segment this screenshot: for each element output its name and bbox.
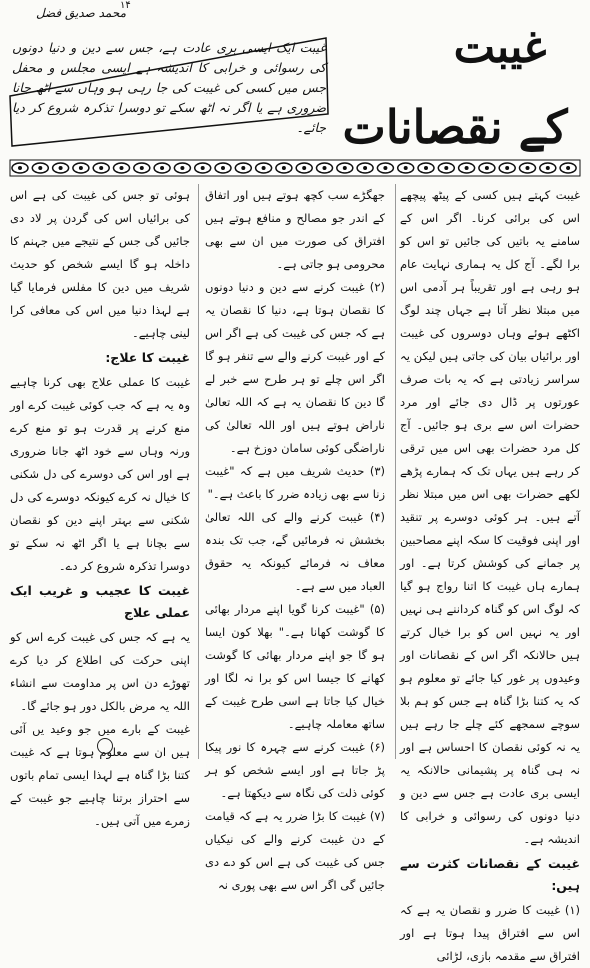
- ornament-dot: [485, 166, 489, 170]
- ornament-dot: [99, 166, 103, 170]
- ornament-dot: [566, 166, 570, 170]
- paragraph: غیبت کہتے ہیں کسی کے پیٹھ پیچھے اس کی برائی کرنا۔ اگر اس کے سامنے یہ باتیں کی جائیں تو اس کو برا لگے۔ آج کل یہ ہماری نہایت عام ہو رہی ہے اور تقریباً ہر آدمی اس میں مبتلا نظر آتا ہے جہاں چند لوگ اکٹھے ہوئے وہاں دوسروں کی غیبت اور برائیاں بیان کی جاتی ہیں لیکن یہ سراسر زیادتی ہے کہ یہ بات صرف عورتوں پر ڈال دی جائے اور مرد حضرات اس سے بری ہو جائیں۔ آج کل مرد حضرات بھی اس میں ترقی کر رہے ہیں یہاں تک کہ ہمارے پڑھے لکھے حضرات بھی اس میں مبتلا نظر آتے ہیں۔ ہر کوئی دوسرے پر تنقید اور اپنی فوقیت کا سکہ اپنے مصاحبین پر جمانے کی کوشش کرتا ہے۔ اور ہمارے ہاں غیبت کا اتنا رواج ہو گیا کہ لوگ اس کو گناہ کرداننے ہی نہیں اور یہ نہیں اس کو برا خیال کرتے ہیں حالانکہ اگر اس کے نقصانات اور وعیدوں پر غور کیا جائے تو معلوم ہو کہ یہ کتنا بڑا گناہ ہے جس کو ہم بلا سوچے سمجھے کئے چلے جا رہے ہیں یہ نہ کوئی نقصان کا احساس ہے اور نہ ہی گناہ پر پشیمانی حالانکہ یہ ایسی بری عادت ہے جس سے دین و دنیا دونوں کی رسوائی و خرابی کا اندیشہ ہے۔: [400, 188, 580, 846]
- ornament-dot: [59, 166, 63, 170]
- article-title-sub: کے نقصانات: [342, 100, 568, 154]
- ornament-dot: [18, 166, 22, 170]
- paragraph: (۳) حدیث شریف میں ہے کہ "غیبت زنا سے بھی زیادہ ضرر کا باعث ہے۔": [205, 464, 385, 501]
- column-left: [10, 184, 190, 828]
- column-divider-left: [198, 184, 199, 759]
- paragraph: یہ ہے کہ جس کی غیبت کرے اس کو اپنی حرکت کی اطلاع کر دیا کرے تھوڑے دن اس پر مداومت سے انشاء اللہ یہ مرض بالکل دور ہو جائے گا۔: [10, 630, 190, 713]
- ornament-dot: [180, 166, 184, 170]
- ornament-dot: [444, 166, 448, 170]
- paragraph: غیبت کے بارے میں جو وعید یں آئی ہیں ان سے معلوم ہوتا ہے کہ غیبت کتنا بڑا گناہ ہے لہذا ایسی تمام باتوں سے احتراز برتنا چاہیے جو غیبت کے زمرے میں آتی ہیں۔: [10, 722, 190, 828]
- ornament-dot: [363, 166, 367, 170]
- intro-box: [8, 36, 330, 148]
- ornament-dot: [201, 166, 205, 170]
- column-middle: [205, 184, 385, 892]
- ornament-dot: [302, 166, 306, 170]
- ornament-dot: [526, 166, 530, 170]
- paragraph: (۶) غیبت کرنے سے چہرہ کا نور پیکا پڑ جاتا ہے اور ایسے شخص کو ہر کوئی ذلت کی نگاہ سے دیکھتا ہے۔: [205, 740, 385, 800]
- section-heading: غیبت کا عجیب و غریب ایک عملی علاج: [10, 583, 190, 620]
- ornament-dot: [465, 166, 469, 170]
- paragraph: ہوئی تو جس کی غیبت کی ہے اس کی برائیاں اس کی گردن پر لاد دی جائیں گی جس کے نتیجے میں جہنم کا داخلہ ہو گا ایسے شخص کو حدیث شریف میں دین کا مفلس فرمایا گیا ہے لہذا دنیا میں اس کی معافی کرا لینی چاہیے۔: [10, 188, 190, 340]
- circle-mark-icon: [97, 738, 113, 754]
- ornament-dot: [546, 166, 550, 170]
- paragraph: (۲) غیبت کرنے سے دین و دنیا دونوں کا نقصان ہوتا ہے، دنیا کا نقصان یہ ہے کہ جس کی غیبت کی ہے اگر اس کے اور غیبت کرنے والے سے تنفر ہو گا اگر اس چلے تو ہر طرح سے خبر لے گا دین کا نقصان یہ ہے کہ اللہ تعالیٰ ناراض ہوتے ہیں اور اللہ تعالیٰ کی ناراضگی کوئی سامان دوزخ ہے۔: [205, 280, 385, 455]
- paragraph: (۱) غیبت کا ضرر و نقصان یہ ہے کہ اس سے افتراق پیدا ہوتا ہے اور افتراق سے مقدمہ بازی، لڑائی: [400, 903, 580, 963]
- column-right: [400, 184, 580, 963]
- ornament-dot: [38, 166, 42, 170]
- ornament-dot: [282, 166, 286, 170]
- page-number: ۱۴: [120, 0, 131, 11]
- ornament-dot: [241, 166, 245, 170]
- intro-text: غیبت ایک ایسی بری عادت ہے، جس سے دین و دنیا دونوں کی رسوائی و خرابی کا اندیشہ ہے ایسی مجلس و محفل جس میں کسی کی غیبت کی جا رہی ہو وہاں سے اٹھ جانا ضروری ہے یا اگر نہ اٹھ سکے تو دوسرا تذکرہ شروع کر دیا جائے۔: [12, 40, 326, 135]
- paragraph: (۴) غیبت کرنے والے کی اللہ تعالیٰ بخشش نہ فرمائیں گے، جب تک بندہ معاف نہ فرمائے کیونکہ یہ حقوق العباد میں سے ہے۔: [205, 510, 385, 593]
- section-heading: غیبت کے نقصانات کثرت سے ہیں:: [400, 856, 580, 893]
- ornament-dot: [79, 166, 83, 170]
- decorative-border: [10, 160, 580, 176]
- column-divider-right: [395, 184, 396, 759]
- paragraph: جھگڑے سب کچھ ہوتے ہیں اور اتفاق کے اندر جو مصالح و منافع ہوتے ہیں افتراق کی صورت میں ان سے بھی محرومی ہو جاتی ہے۔: [205, 188, 385, 271]
- ornament-dot: [160, 166, 164, 170]
- ornament-dot: [383, 166, 387, 170]
- ornament-dot: [262, 166, 266, 170]
- article-title-main: غیبت: [453, 22, 547, 73]
- author-name: محمد صدیق فضل: [35, 6, 127, 20]
- ornament-dot: [221, 166, 225, 170]
- ornament-dot: [120, 166, 124, 170]
- ornament-dot: [343, 166, 347, 170]
- ornament-dot: [140, 166, 144, 170]
- ornament-dot: [505, 166, 509, 170]
- ornament-dot: [424, 166, 428, 170]
- ornament-dot: [404, 166, 408, 170]
- paragraph: غیبت کا عملی علاج بھی کرنا چاہیے وہ یہ ہے کہ جب کوئی غیبت کرے اور منع کرنے پر قدرت ہو تو منع کرے ورنہ وہاں سے خود اٹھ جانا ضروری ہے اور اس کی دوسرے کی دل شکنی کا خیال نہ کرے کیونکہ دوسرے کی دل شکنی سے بہتر اپنے دین کو نقصان سے بچانا ہے یا اگر اٹھ نہ سکے تو دوسرا تذکرہ شروع کر دے۔: [10, 375, 190, 573]
- paragraph: (۷) غیبت کا بڑا ضرر یہ ہے کہ قیامت کے دن غیبت کرنے والے کی نیکیاں جس کی غیبت کی ہے اس کو دے دی جائیں گی اگر اس سے بھی پوری نہ: [205, 809, 385, 892]
- paragraph: (۵) "غیبت کرنا گویا اپنے مردار بھائی کا گوشت کھانا ہے۔" بھلا کون ایسا ہو گا جو اپنے مردار بھائی کا گوشت کھانے کا جیسا اس کو برا نہ لگا اور خیال کیا جاتا ہے اسی طرح غیبت کے ساتھ معاملہ چاہیے۔: [205, 602, 385, 731]
- ornament-dot: [323, 166, 327, 170]
- section-heading: غیبت کا علاج:: [105, 350, 190, 365]
